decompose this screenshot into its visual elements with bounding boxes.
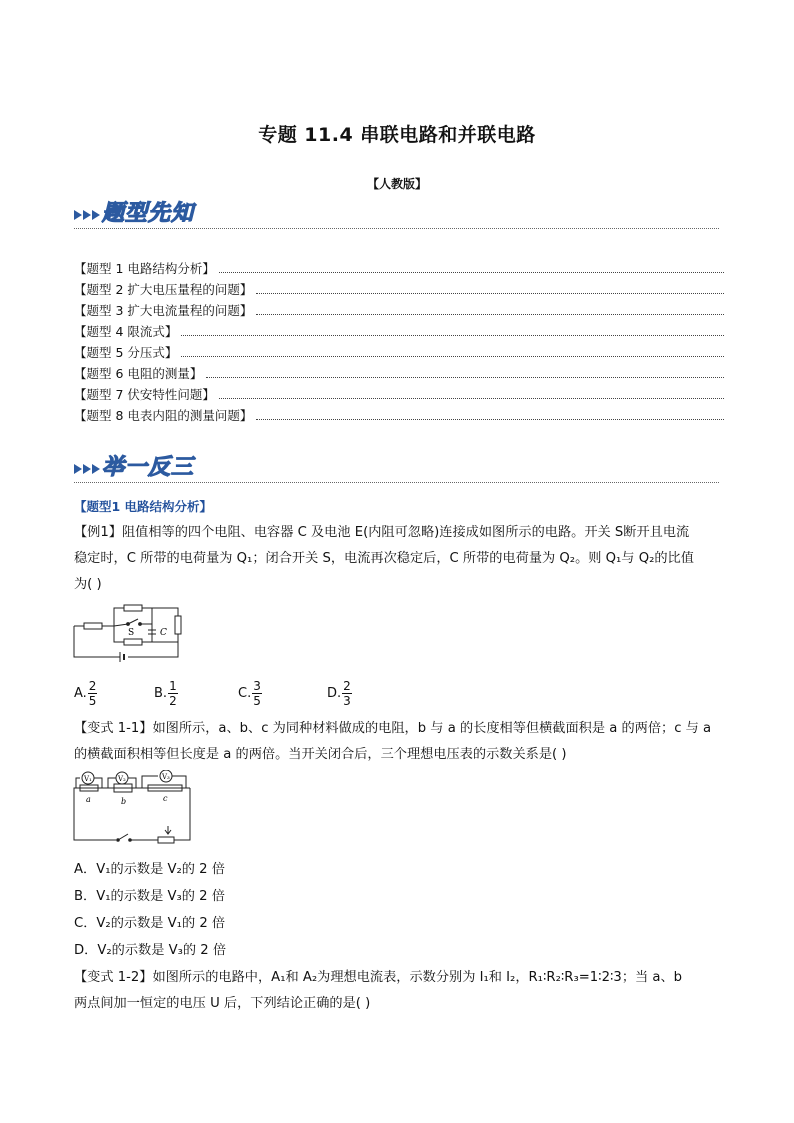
option-letter: C. <box>238 686 252 701</box>
banner-divider <box>74 228 719 229</box>
capacitor-label: C <box>160 628 167 638</box>
option-fraction <box>342 679 352 708</box>
toc-leader <box>219 397 724 399</box>
banner-examples <box>74 450 734 486</box>
toc-item[interactable] <box>74 406 726 427</box>
toc-item-label: 【题型 8 电表内阻的测量问题】 <box>74 408 253 423</box>
numerator: 2 <box>88 679 97 693</box>
option-a[interactable] <box>74 679 97 708</box>
example-1-options <box>74 679 474 715</box>
toc-item-label: 【题型 7 伏安特性问题】 <box>74 387 215 402</box>
banner-divider <box>74 482 719 483</box>
example-1-text <box>74 520 726 598</box>
option-b[interactable] <box>154 679 178 708</box>
denominator: 3 <box>343 694 351 708</box>
banner-title: 举一反三 <box>102 455 195 480</box>
option-c[interactable]: C．V₂的示数是 V₁的 2 倍 <box>74 916 226 931</box>
toc-leader <box>256 313 724 315</box>
text-line: 稳定时，C 所带的电荷量为 Q₁；闭合开关 S，电流再次稳定后，C 所带的电荷量为 Q₂。则 Q₁与 Q₂的比值 <box>74 551 694 566</box>
toc-leader <box>256 292 724 294</box>
toc-leader <box>206 376 724 378</box>
toc-item-label: 【题型 1 电路结构分析】 <box>74 261 215 276</box>
toc-leader <box>256 418 724 420</box>
section-heading: 【题型1 电路结构分析】 <box>74 499 213 514</box>
banner-question-types <box>74 196 734 232</box>
option-fraction <box>88 679 98 708</box>
text-line: 【例1】阻值相等的四个电阻、电容器 C 及电池 E(内阻可忽略)连接成如图所示的电路。开关 S断开且电流 <box>74 525 690 540</box>
toc-leader <box>181 334 724 336</box>
toc-item[interactable] <box>74 385 726 406</box>
denominator: 5 <box>253 694 261 708</box>
resistor-a-label: a <box>86 795 91 804</box>
variant-1-2-text <box>74 965 726 1017</box>
switch-label: S <box>128 628 135 638</box>
toc-item-label: 【题型 6 电阻的测量】 <box>74 366 203 381</box>
variant-1-1-text <box>74 716 726 768</box>
toc-item[interactable] <box>74 364 726 385</box>
text-line: 的横截面积相等但长度是 a 的两倍。当开关闭合后，三个理想电压表的示数关系是( ) <box>74 747 567 762</box>
toc-item[interactable] <box>74 343 726 364</box>
option-letter: D. <box>327 686 342 701</box>
edition-label: 【人教版】 <box>366 177 427 191</box>
circuit-diagram-1 <box>72 602 212 664</box>
option-fraction <box>252 679 262 708</box>
denominator: 2 <box>169 694 177 708</box>
resistor-b-label: b <box>121 797 127 806</box>
toc-item[interactable] <box>74 301 726 322</box>
numerator: 2 <box>343 679 351 693</box>
option-d[interactable]: D．V₂的示数是 V₃的 2 倍 <box>74 943 227 958</box>
circuit-diagram-2 <box>70 770 195 848</box>
toc-item-label: 【题型 3 扩大电流量程的问题】 <box>74 303 253 318</box>
numerator: 3 <box>253 679 261 693</box>
denominator: 5 <box>88 694 97 708</box>
toc-item-label: 【题型 2 扩大电压量程的问题】 <box>74 282 253 297</box>
numerator: 1 <box>169 679 177 693</box>
text-line: 【变式 1-2】如图所示的电路中，A₁和 A₂为理想电流表，示数分别为 I₁和 I₂，R₁∶R₂∶R₃=1∶2∶3；当 a、b <box>74 970 683 985</box>
voltmeter-v2-label: V₂ <box>118 775 126 783</box>
option-c[interactable] <box>238 679 262 708</box>
voltmeter-v1-label: V₁ <box>84 775 92 783</box>
triple-arrow-icon <box>74 462 104 476</box>
toc-item[interactable] <box>74 280 726 301</box>
triple-arrow-icon <box>74 208 104 222</box>
page-title: 专题 11.4 串联电路和并联电路 <box>258 124 536 146</box>
voltmeter-v3-label: V₃ <box>162 773 170 781</box>
text-line: 为( ) <box>74 577 102 592</box>
table-of-contents <box>74 259 726 427</box>
option-d[interactable] <box>327 679 352 708</box>
text-line: 【变式 1-1】如图所示，a、b、c 为同种材料做成的电阻，b 与 a 的长度相等但横截面积是 a 的两倍；c 与 a <box>74 721 712 736</box>
toc-leader <box>181 355 724 357</box>
resistor-c-label: c <box>163 794 168 803</box>
toc-item-label: 【题型 5 分压式】 <box>74 345 178 360</box>
toc-item[interactable] <box>74 259 726 280</box>
toc-item[interactable] <box>74 322 726 343</box>
toc-leader <box>219 271 724 273</box>
banner-title: 题型先知 <box>102 201 195 226</box>
text-line: 两点间加一恒定的电压 U 后，下列结论正确的是( ) <box>74 996 371 1011</box>
option-fraction <box>168 679 178 708</box>
toc-item-label: 【题型 4 限流式】 <box>74 324 178 339</box>
option-b[interactable]: B．V₁的示数是 V₃的 2 倍 <box>74 889 225 904</box>
option-letter: B. <box>154 686 168 701</box>
option-letter: A. <box>74 686 87 701</box>
option-a[interactable]: A．V₁的示数是 V₂的 2 倍 <box>74 862 225 877</box>
